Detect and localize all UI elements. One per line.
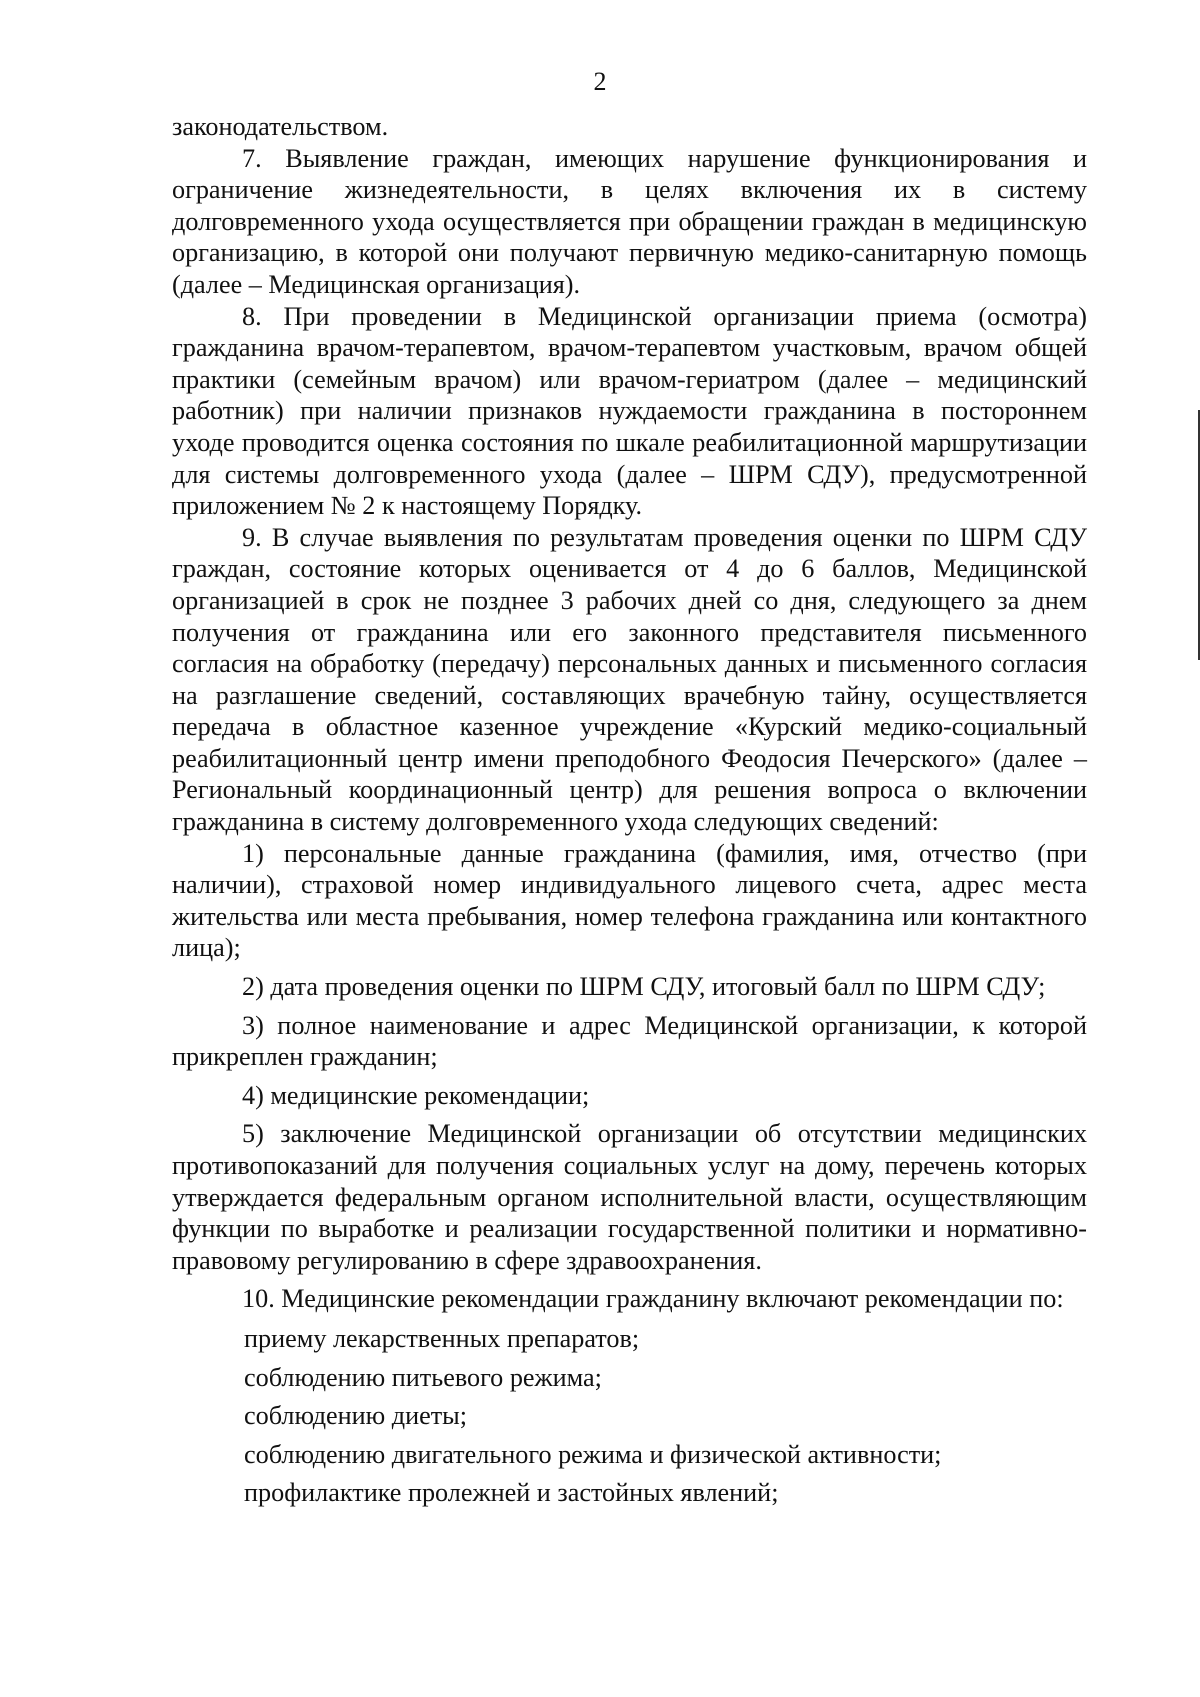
- list-item: соблюдению питьевого режима;: [244, 1362, 602, 1392]
- subitem-1: 1) персональные данные гражданина (фамилия, имя, отчество (при наличии), страховой номер индивидуального лицевого счета, адрес места жительства или места пребывания, номер телефона гражданина или контактного лица);: [172, 838, 1087, 963]
- list-item: профилактике пролежней и застойных явлений;: [244, 1478, 779, 1508]
- page-number: 2: [593, 67, 607, 96]
- paragraph-item-10: 10. Медицинские рекомендации гражданину включают рекомендации по:: [242, 1284, 1064, 1314]
- list-item: соблюдению диеты;: [244, 1401, 468, 1431]
- recommendations-list: [172, 1323, 1087, 1509]
- subitem-4: 4) медицинские рекомендации;: [242, 1080, 590, 1110]
- paragraph-item-8: 8. При проведении в Медицинской организации приема (осмотра) гражданина врачом-терапевтом, врачом-терапевтом участковым, врачом общей практики (семейным врачом) или врачом-гериатром (далее – медицинский работник) при наличии признаков нуждаемости гражданина в постороннем уходе проводится оценка состояния по шкале реабилитационной маршрутизации для системы долговременного ухода (далее – ШРМ СДУ), предусмотренной приложением № 2 к настоящему Порядку.: [172, 301, 1087, 521]
- paragraph-continuation: законодательством.: [172, 112, 389, 141]
- document-body: [172, 111, 1087, 1516]
- subitem-5: 5) заключение Медицинской организации об отсутствии медицинских противопоказаний для получения социальных услуг на дому, перечень которых утверждается федеральным органом исполнительной власти, осуществляющим функции по выработке и реализации государственной политики и нормативно-правовому регулированию в сфере здравоохранения.: [172, 1119, 1087, 1275]
- subitem-3: 3) полное наименование и адрес Медицинской организации, к которой прикреплен гражданин;: [172, 1010, 1087, 1072]
- paragraph-item-9: 9. В случае выявления по результатам проведения оценки по ШРМ СДУ граждан, состояние которых оценивается от 4 до 6 баллов, Медицинской организацией в срок не позднее 3 рабочих дней со дня, следующего за днем получения от гражданина или его законного представителя письменного согласия на обработку (передачу) персональных данных и письменного согласия на разглашение сведений, составляющих врачебную тайну, осуществляется передача в областное казенное учреждение «Курский медико-социальный реабилитационный центр имени преподобного Феодосия Печерского» (далее – Региональный координационный центр) для решения вопроса о включении гражданина в систему долговременного ухода следующих сведений:: [172, 522, 1087, 837]
- list-item: соблюдению двигательного режима и физической активности;: [244, 1439, 942, 1469]
- subitem-2: 2) дата проведения оценки по ШРМ СДУ, итоговый балл по ШРМ СДУ;: [242, 972, 1046, 1002]
- paragraph-item-7: 7. Выявление граждан, имеющих нарушение функционирования и ограничение жизнедеятельности, в целях включения их в систему долговременного ухода осуществляется при обращении граждан в медицинскую организацию, в которой они получают первичную медико-санитарную помощь (далее – Медицинская организация).: [172, 143, 1087, 299]
- list-item: приему лекарственных препаратов;: [244, 1323, 640, 1353]
